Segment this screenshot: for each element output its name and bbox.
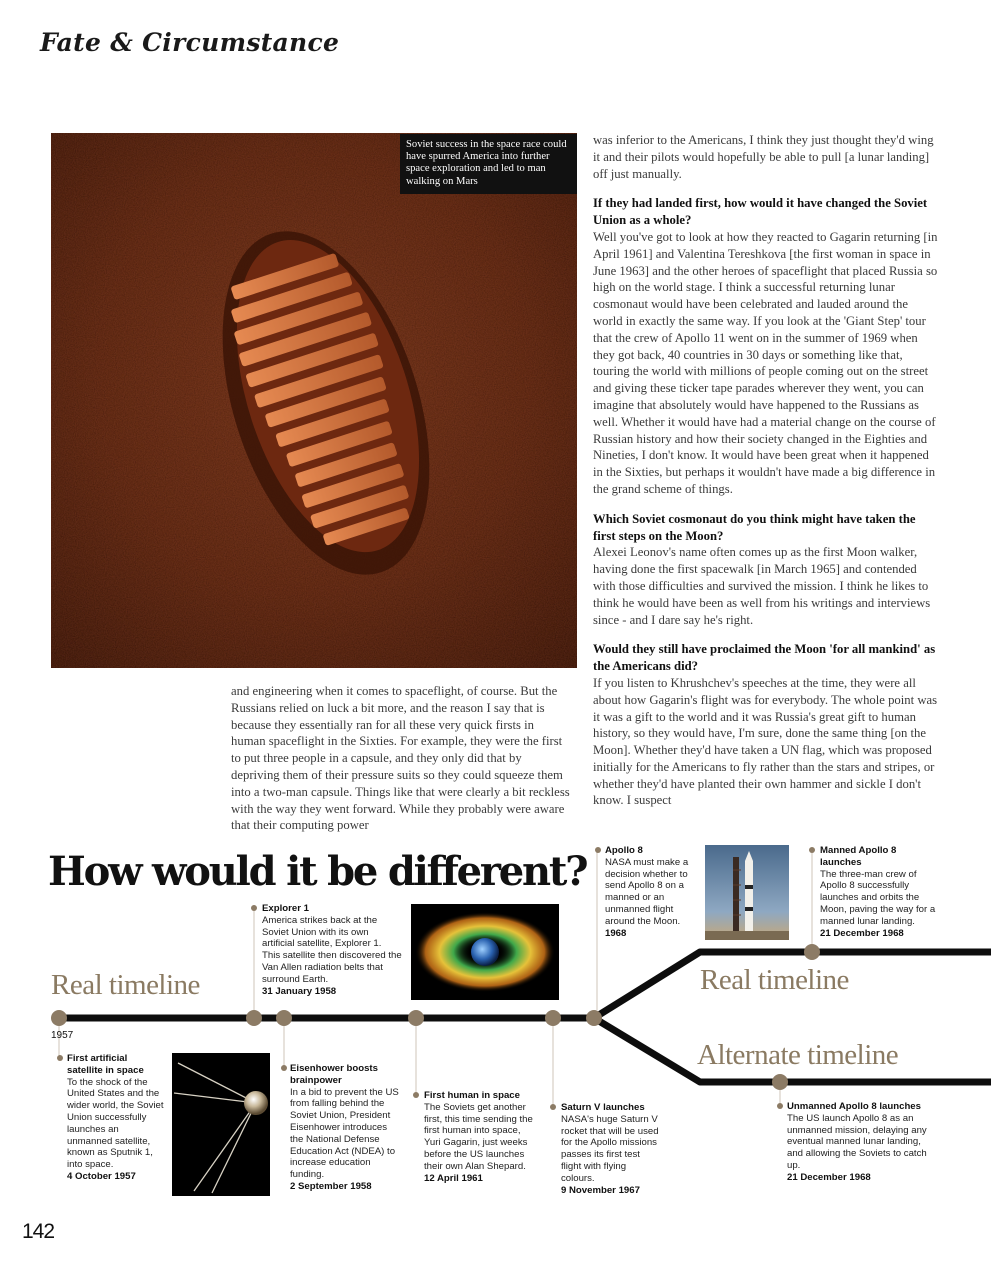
event-unmanned-apollo8 (787, 1101, 932, 1184)
event-title: Explorer 1 (262, 903, 309, 914)
event-text: The US launch Apollo 8 as an unmanned mission, delaying any eventual manned lunar landing, and allowing the Soviets to catch up. (787, 1112, 927, 1171)
sputnik-image (172, 1053, 270, 1196)
event-text: America strikes back at the Soviet Union with its own artificial satellite, Explorer 1. This satellite then discovered the Van Allen radiation belts that surround Earth. (262, 914, 402, 985)
answer: Alexei Leonov's name often comes up as the first Moon walker, having done the first spacewalk [in March 1965] and contended with those difficulties and survived the mission. I think he likes to think he would have been as well from his writings and interviews since - and I dare say he's right. (593, 545, 931, 627)
event-title: First artificial satellite in space (67, 1053, 144, 1076)
event-text: The three-man crew of Apollo 8 successfully launches and orbits the Moon, paving the way for a manned lunar landing. (820, 868, 936, 927)
question: Would they still have proclaimed the Moon 'for all mankind' as the Americans did? (593, 642, 936, 674)
intro-paragraph: was inferior to the Americans, I think they just thought they'd wing it and their pilots would hopefully be able to pull [a lunar landing] off just manually. (593, 133, 934, 181)
event-date: 12 April 1961 (424, 1172, 483, 1184)
dot-eisenhower (276, 1010, 292, 1026)
saturn-rocket-image (705, 845, 789, 940)
event-sputnik (67, 1053, 165, 1183)
sputnik-illustration (172, 1053, 270, 1196)
event-explorer (262, 903, 402, 997)
event-date: 1968 (605, 927, 627, 939)
answer: Well you've got to look at how they reacted to Gagarin returning [in April 1961] and Valentina Tereshkova [the first woman in space in June 1963] and the other heroes of spaceflight that placed Russia so high on the world stage. I think a successful returning lunar cosmonaut would have been celebrated and lauded around the world in exactly the same way. If you look at the 'Giant Step' tour that the crew of Apollo 11 went on in the summer of 1969 when they got back, 40 countries in 30 days or something like that, touring the world with millions of people coming out on the street and giving these ticker tape parades wherever they went, you can imagine that absolutely would have happened to the Russians as well. Whether it would have had a material change on the course of Russian history and how their society changed in the Eighties and Nineties, I don't know. It would have been great when it happened in the Sixties, but perhaps it wouldn't have made a big difference in the grand scheme of things. (593, 229, 938, 496)
event-title: Eisenhower boosts brainpower (290, 1063, 378, 1086)
event-saturn (561, 1102, 661, 1196)
event-apollo8 (605, 845, 697, 939)
event-title: Unmanned Apollo 8 launches (787, 1101, 921, 1112)
event-text: The Soviets get another first, this time sending the first human into space, Yuri Gagarin, just weeks before the US launches their own Alan Shepard. (424, 1101, 533, 1172)
event-text: To the shock of the United States and the wider world, the Soviet Union successfully launches an unmanned satellite, known as Sputnik 1, into space. (67, 1076, 164, 1171)
question: Which Soviet cosmonaut do you think might have taken the first steps on the Moon? (593, 511, 916, 543)
event-title: Manned Apollo 8 launches (820, 845, 897, 868)
event-manned-apollo8 (820, 845, 940, 939)
dot-gagarin (408, 1010, 424, 1026)
event-title: Apollo 8 (605, 845, 643, 856)
page-number: 142 (22, 1220, 55, 1243)
dot-apollo8-branch (586, 1010, 602, 1026)
dot-saturn (545, 1010, 561, 1026)
rocket-illustration (705, 845, 789, 940)
answer: If you listen to Khrushchev's speeches at the time, they were all about how Gagarin's flight was for everybody. The whole point was it was a gift to the world and it was Russia's great gift to human history, so they would have, I'm sure, done the same thing [on the Moon]. Whether they'd have taken a UN flag, which was proposed initially for the Americans to fly rather than the stars and stripes, or whether they'd have planted their own hammer and sickle I don't know. I suspect (593, 675, 938, 808)
dot-unmanned (772, 1074, 788, 1090)
event-text: In a bid to prevent the US from falling behind the Soviet Union, President Eisenhower introduces the National Defense Education Act (NDEA) to increase education funding. (290, 1086, 399, 1181)
section-title: Fate & Circumstance (40, 28, 340, 57)
event-date: 31 January 1958 (262, 985, 337, 997)
event-text: NASA's huge Saturn V rocket that will be used for the Apollo missions passes its first test flight with flying colours. (561, 1113, 659, 1184)
event-date: 9 November 1967 (561, 1184, 640, 1196)
event-date: 2 September 1958 (290, 1180, 372, 1192)
dot-explorer (246, 1010, 262, 1026)
van-allen-illustration (411, 904, 559, 1000)
question: If they had landed first, how would it have changed the Soviet Union as a whole? (593, 196, 928, 228)
event-eisenhower (290, 1063, 402, 1193)
event-text: NASA must make a decision whether to send Apollo 8 on a manned or an unmanned flight around the Moon. (605, 856, 689, 927)
event-gagarin (424, 1090, 536, 1184)
event-date: 21 December 1968 (787, 1171, 871, 1183)
event-title: Saturn V launches (561, 1102, 645, 1113)
event-date: 21 December 1968 (820, 927, 904, 939)
alternate-timeline-label: Alternate timeline (697, 1039, 899, 1071)
van-allen-belts-image (411, 904, 559, 1000)
dot-manned (804, 944, 820, 960)
event-date: 4 October 1957 (67, 1170, 136, 1182)
photo-caption: Soviet success in the space race could have spurred America into further space exploration and led to man walking on Mars (400, 134, 577, 194)
dot-1957 (51, 1010, 67, 1026)
real-timeline-label-branch: Real timeline (700, 964, 849, 996)
real-timeline-label: Real timeline (51, 969, 200, 1001)
left-paragraph: and engineering when it comes to spaceflight, of course. But the Russians relied on luck a bit more, and the reason I say that is because they essentially ran for all these very quick firsts in human spaceflight in the Sixties. For example, they were the first to put three people in a capsule, and they only did that by depriving them of their pressure suits so they could squeeze them into a two-man capsule. Things like that were clearly a bit reckless with the way they went forward. While they probably were aware that their computing power (231, 684, 570, 833)
timeline-heading: How would it be different? (48, 848, 587, 895)
event-title: First human in space (424, 1090, 520, 1101)
year-start: 1957 (51, 1030, 74, 1041)
